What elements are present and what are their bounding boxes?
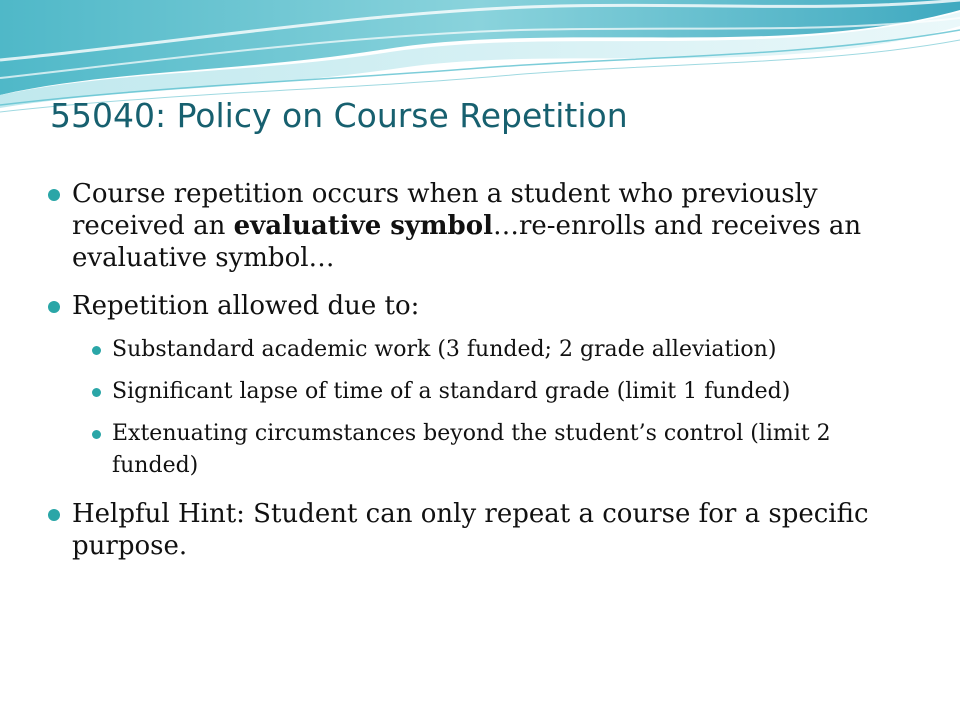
sub-bullet-item (72, 334, 916, 366)
bullet-dot-icon (48, 189, 60, 201)
sub-bullet-text: Significant lapse of time of a standard grade (limit 1 funded) (112, 379, 791, 404)
bullet-course-repetition (46, 178, 916, 274)
sub-bullet-text: Extenuating circumstances beyond the student’s control (limit 2 funded) (112, 421, 831, 478)
bullet-dot-icon (48, 301, 60, 313)
sub-bullet-dot-icon (92, 430, 101, 439)
bullet-repetition-allowed (46, 290, 916, 482)
sub-bullet-text: Substandard academic work (3 funded; 2 grade alleviation) (112, 337, 777, 362)
slide-title: 55040: Policy on Course Repetition (50, 96, 628, 135)
bullet-text: Helpful Hint: Student can only repeat a course for a specific purpose. (72, 499, 869, 561)
sub-bullet-list (72, 334, 916, 482)
sub-bullet-dot-icon (92, 388, 101, 397)
bullet-helpful-hint (46, 498, 916, 562)
slide-body (46, 178, 916, 578)
bullet-text: Course repetition occurs when a student who previously received an (72, 179, 818, 241)
bullet-bold-term: evaluative symbol (233, 211, 493, 241)
bullet-text: …re-enrolls and receives an evaluative symbol… (72, 211, 862, 273)
sub-bullet-dot-icon (92, 346, 101, 355)
bullet-list (46, 178, 916, 562)
bullet-text: Repetition allowed due to: (72, 291, 420, 321)
sub-bullet-item (72, 418, 916, 482)
sub-bullet-item (72, 376, 916, 408)
bullet-dot-icon (48, 509, 60, 521)
